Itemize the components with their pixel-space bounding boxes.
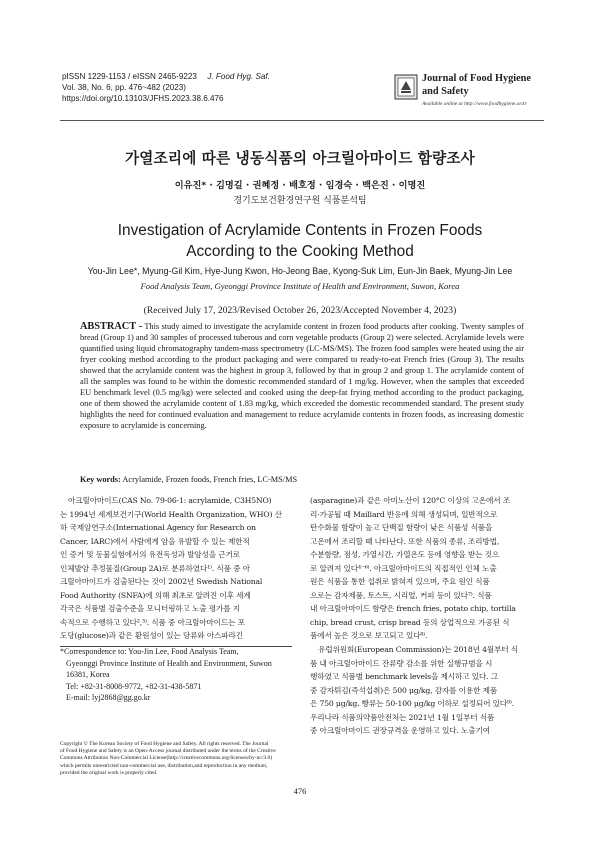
body-text-line: 품에서 높은 것으로 보고되고 있다⁸⁾. xyxy=(310,631,428,641)
body-text-line: 중 감자튀김(즉석섭취)은 500 μg/kg, 감자를 이용한 제품 xyxy=(310,685,498,695)
copyright-line: Commons Attribution Non-Commercial License(http://creativecommons.org/licenses/by-nc/3.0) xyxy=(60,755,273,762)
copyright-line: provided the original work is properly cited. xyxy=(60,769,158,776)
copyright-line: Copyright © The Korean Society of Food Hygiene and Safety. All rights reserved. The Journal xyxy=(60,741,269,747)
copyright-line: which permits unrestricted non-commercial use, distribution,and reproduction in any medium, xyxy=(60,762,268,769)
logo-title-line2: and Safety xyxy=(422,85,469,97)
body-text-line: 탄수화물 함량이 높고 단백질 함량이 낮은 식품성 식품을 xyxy=(310,523,493,533)
body-text-line: 각국은 식품별 검출수준을 모니터링하고 노출 평가를 지 xyxy=(60,604,240,614)
affiliation-korean: 경기도보건환경연구원 식품분석팀 xyxy=(233,196,367,206)
logo-title-line1: Journal of Food Hygiene xyxy=(422,73,531,84)
body-text-line: Cancer, IARC)에서 사람에게 암을 유발할 수 있는 제한적 xyxy=(60,536,250,546)
correspondence-line: 16381, Korea xyxy=(66,670,110,679)
body-text-line: 은 750 μg/kg, 빵류는 50-100 μg/kg 이하로 설정되어 있다⁹⁾. xyxy=(310,699,514,709)
body-text-line: 으로는 감자제품, 토스트, 시리얼, 커피 등이 있다⁷⁾. 식품 xyxy=(310,590,492,600)
body-text-line: 아크릴아마이드(CAS No. 79-06-1: acrylamide, C3H5NO) xyxy=(68,496,272,505)
keywords xyxy=(80,475,524,484)
body-text-line: 중 아크릴아마이드 권장규격을 운영하고 있다. 노출기여 xyxy=(310,726,490,736)
body-text-line: 인 증거 및 동물실험에서의 유전독성과 발암성을 근거로 xyxy=(60,550,240,560)
body-text-line: 유럽위원회(European Commission)는 2018년 4월부터 식 xyxy=(318,645,518,655)
title-english-line1: Investigation of Acrylamide Contents in Frozen Foods xyxy=(117,222,483,239)
copyright-line: of Food Hygiene and Safety is an Open-Access journal distributed under the terms of the Creative xyxy=(60,748,276,755)
correspondence-line: *Correspondence to: You-Jin Lee, Food Analysis Team, xyxy=(60,647,239,656)
keywords-text: Acrylamide, Frozen foods, French fries, LC-MS/MS xyxy=(122,475,298,484)
issn-line xyxy=(62,71,270,82)
body-text-line: (asparagine)과 같은 아미노산이 120°C 이상의 고온에서 조 xyxy=(310,496,510,505)
journal-logo xyxy=(394,70,544,116)
abstract-heading: ABSTRACT - xyxy=(80,321,143,332)
page-number: 476 xyxy=(293,786,307,796)
keywords-label: Key words: xyxy=(80,475,121,484)
authors-english: You-Jin Lee*, Myung-Gil Kim, Hye-Jung Kwon, Ho-Jeong Bae, Kyong-Suk Lim, Eun-Jin Baek, Myung-Jin Lee xyxy=(87,266,513,276)
correspondence-line: Gyeonggi Province Institute of Health and Environment, Suwon xyxy=(66,658,272,668)
title-english xyxy=(0,220,600,262)
body-column-left xyxy=(60,494,292,643)
body-column-right xyxy=(310,494,542,738)
affiliation-english: Food Analysis Team, Gyeonggi Province Institute of Health and Environment, Suwon, Korea xyxy=(140,281,460,291)
body-text-line: 는 1994년 세계보건기구(World Health Organization, WHO) 산 xyxy=(60,509,282,519)
body-text-line: 수분함량, 점성, 가열시간, 가열온도 등에 영향을 받는 것으 xyxy=(310,550,500,560)
abstract xyxy=(80,321,524,431)
body-text-line: 로 알려져 있다⁴⁻⁶⁾. 아크릴아마이드의 직접적인 인체 노출 xyxy=(310,563,497,573)
journal-abbrev: J. Food Hyg. Saf. xyxy=(207,72,270,81)
body-text-line: 도당(glucose)과 같은 환원성이 있는 당류와 아스파라긴 xyxy=(60,631,243,641)
header-divider xyxy=(60,120,544,121)
body-text-line: 인체발암 추정물질(Group 2A)로 분류하였다¹⁾. 식품 중 아 xyxy=(60,563,250,573)
authors-korean: 이유진* · 김명길 · 권혜정 · 배호정 · 임경숙 · 백은진 · 이명진 xyxy=(174,180,426,191)
body-text-line: 고온에서 조리할 때 나타난다. 또한 식품의 종류, 조리방법, xyxy=(310,536,500,546)
body-text-line: Food Authority (SNFA)에 의해 최초로 알려진 이후 세계 xyxy=(60,590,251,600)
correspondence-phone: Tel: +82-31-8008-9772, +82-31-438-5871 xyxy=(66,681,202,691)
doi-link[interactable]: https://doi.org/10.13103/JFHS.2023.38.6.476 xyxy=(62,94,224,103)
received-dates: (Received July 17, 2023/Revised October 26, 2023/Accepted November 4, 2023) xyxy=(143,306,457,316)
body-text-line: 리·가공될 때 Maillard 반응에 의해 생성되며, 일반적으로 xyxy=(310,509,498,519)
body-text-line: 행하였고 식품별 benchmark levels을 제시하고 있다. 그 xyxy=(310,672,498,682)
body-text-line: chip, bread crust, crisp bread 등의 상업적으로 가공된 식 xyxy=(310,617,510,627)
copyright-notice xyxy=(60,741,296,777)
logo-online-url[interactable]: Available online at http://www.foodhygiene.or.kr xyxy=(422,101,527,107)
correspondence-email[interactable]: E-mail: lyj2868@gg.go.kr xyxy=(66,693,151,702)
body-text-line: 품 내 아크릴아마이드 잔류량 감소를 위한 실행규범을 시 xyxy=(310,658,493,668)
body-text-line: 내 아크릴아마이드 함량은 french fries, potato chip, tortilla xyxy=(310,604,516,614)
body-text-line: 하 국제암연구소(International Agency for Research on xyxy=(60,523,256,533)
body-text-line: 원은 식품을 통한 섭취로 밝혀져 있으며, 주요 원인 식품 xyxy=(310,577,490,587)
volume-line: Vol. 38, No. 6, pp. 476~482 (2023) xyxy=(62,83,186,92)
body-text-line: 크릴아마이드가 검출된다는 것이 2002년 Swedish National xyxy=(60,577,263,587)
title-english-line2: According to the Cooking Method xyxy=(186,243,414,260)
title-korean: 가열조리에 따른 냉동식품의 아크릴아마이드 함량조사 xyxy=(125,150,475,167)
logo-title xyxy=(422,73,531,98)
issn: pISSN 1229-1153 / eISSN 2465-9223 xyxy=(62,72,197,81)
abstract-text: This study aimed to investigate the acrylamide content in frozen food products after cooking. Twenty samples of bread (Group 1) and 30 samples of processed tuberous and corn vegetable products (Group 2) were selected. Acrylamide levels were quantified using liquid chromatography tandem-mass spectrometry (LC-MS/MS). The frozen food samples were heated using the air fryer cooking method according to the product packaging and were compared to ready-to-eat French fries (Group 3). The results showed that the acrylamide content was the highest in group 3, followed by that in group 2 and group 1. The acrylamide content of all the samples was found to be within the domestic recommended standard of 1 mg/kg. However, when the samples that exceeded EU benchmark level (0.5 mg/kg) were selected and cooked using the deep-fat frying method according to the product packaging, one of them showed the acrylamide content of 1.83 mg/kg, which exceeded the domestic recommended standard. The present study highlights the need for continued evaluation and management to reduce acrylamide contents in frozen foods, as increasing domestic exposure to acrylamide is concerning. xyxy=(80,322,524,431)
journal-logo-icon xyxy=(394,74,418,100)
body-text-line: 속적으로 수행하고 있다²,³⁾. 식품 중 아크릴아마이드는 포 xyxy=(60,617,245,627)
body-text-line: 우리나라 식품의약품안전처는 2021년 1월 1일부터 식품 xyxy=(310,712,495,722)
correspondence xyxy=(60,646,295,704)
